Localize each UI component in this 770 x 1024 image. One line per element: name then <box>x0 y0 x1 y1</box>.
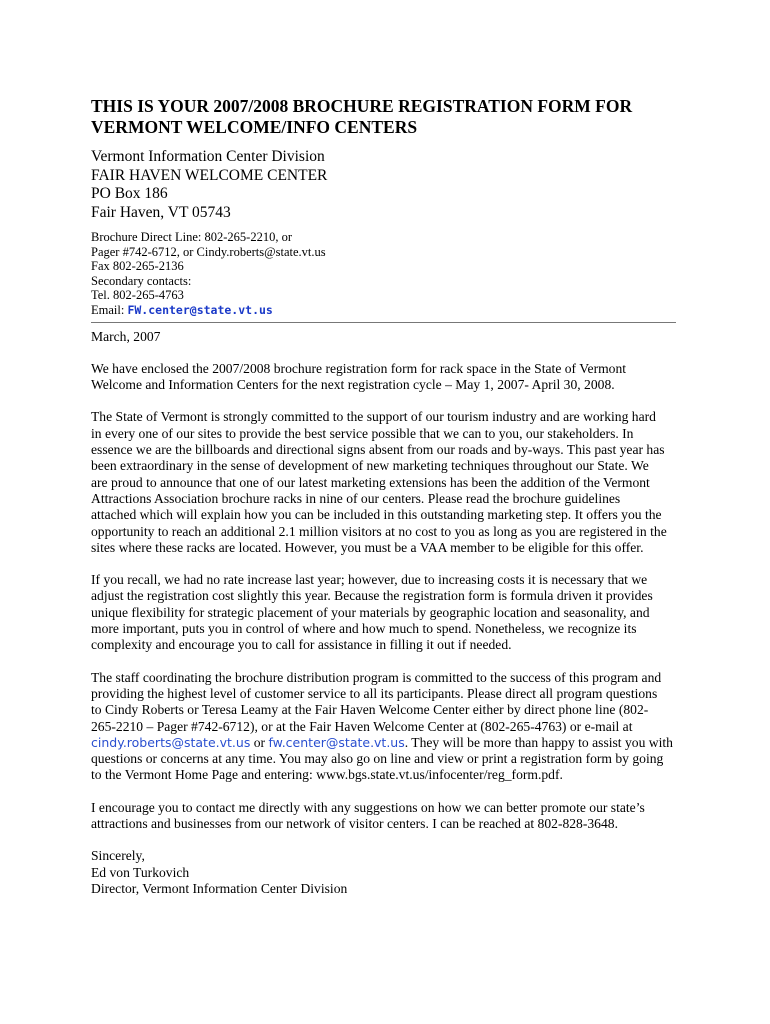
cindy-email-link[interactable]: cindy.roberts@state.vt.us <box>91 734 251 750</box>
paragraph-4 <box>91 670 681 784</box>
p2-line: are proud to announce that one of our latest marketing extensions has been the addition of the Vermont <box>91 474 650 490</box>
p3-line: adjust the registration cost slightly this year. Because the registration form is formula driven it provides <box>91 588 653 604</box>
email-line <box>91 303 681 318</box>
p5-line: attractions and businesses from our network of visitor centers. I can be reached at 802-828-3648. <box>91 815 618 831</box>
document-title <box>91 96 681 138</box>
p2-line: been extraordinary in the sense of development of new marketing techniques throughout our State. We <box>91 458 649 474</box>
divider-rule <box>91 322 676 323</box>
p1-line: Welcome and Information Centers for the next registration cycle – May 1, 2007- April 30, 2008. <box>91 377 615 393</box>
center-name: FAIR HAVEN WELCOME CENTER <box>91 166 328 184</box>
paragraph-1 <box>91 361 681 394</box>
p4-line: providing the highest level of customer service to all its participants. Please direct all program questions <box>91 685 658 701</box>
city-state-zip: Fair Haven, VT 05743 <box>91 203 231 221</box>
p4-line: to Cindy Roberts or Teresa Leamy at the Fair Haven Welcome Center either by direct phone line (802- <box>91 702 649 718</box>
secondary-contacts-label: Secondary contacts: <box>91 273 192 288</box>
fw-center-email-link[interactable]: fw.center@state.vt.us <box>268 734 405 750</box>
p2-line: essence we are the billboards and directional signs absent from our roads and by-ways. This past year has <box>91 442 665 458</box>
after-links-text: . They will be more than happy to assist you with <box>404 734 673 750</box>
fax-line: Fax 802-265-2136 <box>91 259 184 274</box>
tel-line: Tel. 802-265-4763 <box>91 288 184 303</box>
paragraph-5 <box>91 800 681 833</box>
salutation: Sincerely, <box>91 848 145 864</box>
p5-line: I encourage you to contact me directly with any suggestions on how we can better promote our state’s <box>91 799 645 815</box>
p4-line: 265-2210 – Pager #742-6712), or at the Fair Haven Welcome Center at (802-265-4763) or e-mail at <box>91 718 633 734</box>
pager-line: Pager #742-6712, or Cindy.roberts@state.vt.us <box>91 244 326 259</box>
title-line-2: VERMONT WELCOME/INFO CENTERS <box>91 117 418 137</box>
p1-line: We have enclosed the 2007/2008 brochure registration form for rack space in the State of Vermont <box>91 360 627 376</box>
title-line-1: THIS IS YOUR 2007/2008 BROCHURE REGISTRATION FORM FOR <box>91 96 633 116</box>
p3-line: more important, puts you in control of where and how much to spend. Nonetheless, we recognize its <box>91 621 637 637</box>
direct-line: Brochure Direct Line: 802-265-2210, or <box>91 230 292 244</box>
paragraph-2 <box>91 409 681 556</box>
p2-line: Attractions Association brochure racks in nine of our centers. Please read the brochure guidelines <box>91 490 621 506</box>
p4-line: to the Vermont Home Page and entering: www.bgs.state.vt.us/infocenter/reg_form.pdf. <box>91 767 563 783</box>
email-link[interactable]: FW.center@state.vt.us <box>127 302 273 317</box>
letter-date: March, 2007 <box>91 328 161 344</box>
p4-line: questions or concerns at any time. You may also go on line and view or print a registration form by going <box>91 751 664 767</box>
po-box: PO Box 186 <box>91 185 168 202</box>
email-label: Email: <box>91 302 128 317</box>
or-text: or <box>250 734 269 750</box>
p3-line: complexity and encourage you to call for assistance in filling it out if needed. <box>91 637 512 653</box>
p2-line: in every one of our sites to provide the best service possible that we can to you, our stakeholders. In <box>91 425 634 441</box>
signature-block <box>91 848 681 897</box>
p2-line: opportunity to reach an additional 2.1 million visitors at no cost to you as long as you are registered in the <box>91 523 667 539</box>
division-name: Vermont Information Center Division <box>91 148 325 165</box>
contact-block <box>91 230 681 318</box>
p2-line: sites where these racks are located. However, you must be a VAA member to be eligible for this offer. <box>91 539 644 555</box>
letter-body <box>91 329 681 898</box>
p3-line: unique flexibility for strategic placement of your materials by geographic location and seasonality, and <box>91 604 650 620</box>
address-block <box>91 148 681 222</box>
p2-line: The State of Vermont is strongly committed to the support of our tourism industry and are working hard <box>91 409 656 425</box>
p2-line: attached which will explain how you can be included in this outstanding marketing step. It offers you the <box>91 507 662 523</box>
paragraph-3 <box>91 572 681 653</box>
signer-position: Director, Vermont Information Center Division <box>91 880 348 896</box>
p4-line-with-links <box>91 735 681 751</box>
p3-line: If you recall, we had no rate increase last year; however, due to increasing costs it is necessary that we <box>91 572 648 588</box>
letter-page <box>91 96 681 897</box>
p4-line: The staff coordinating the brochure distribution program is committed to the success of this program and <box>91 669 662 685</box>
signer-name: Ed von Turkovich <box>91 864 190 880</box>
